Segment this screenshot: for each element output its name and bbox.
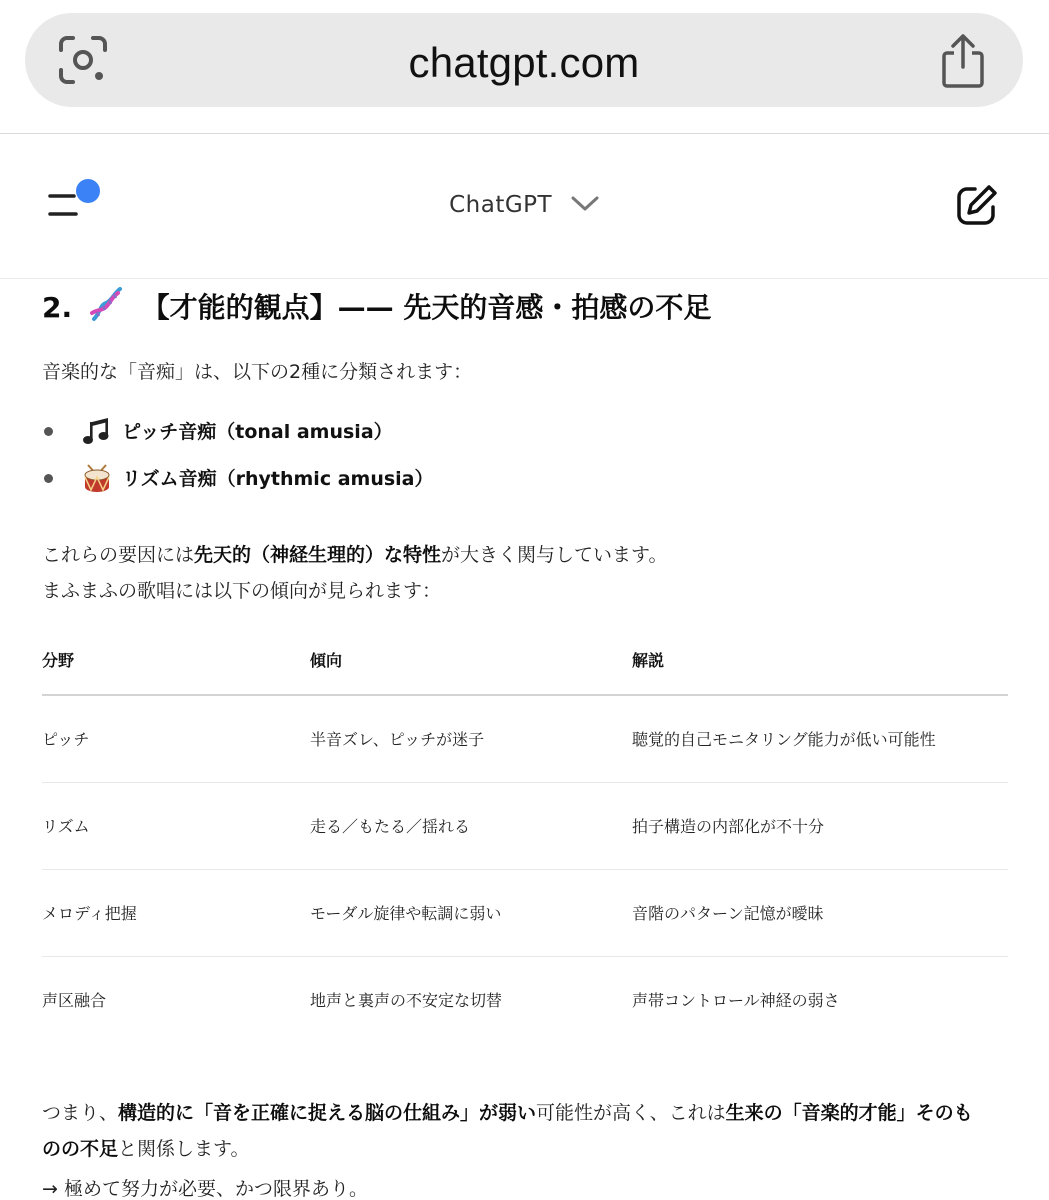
new-chat-icon[interactable] — [955, 183, 999, 227]
table-row — [42, 956, 1008, 1043]
heading-number: 2. — [42, 291, 73, 324]
bold-text: 先天的（神経生理的）な特性 — [194, 544, 442, 566]
bullet-text: ピッチ音痴（tonal amusia） — [122, 421, 393, 443]
table-cell: 声区融合 — [42, 991, 107, 1011]
share-icon[interactable] — [939, 33, 987, 89]
table-cell: リズム — [42, 782, 310, 869]
app-title: ChatGPT — [449, 192, 553, 218]
bold-text: 生来の「音楽的才能」そのも — [725, 1102, 973, 1124]
table-cell: 拍子構造の内部化が不十分 — [632, 782, 1008, 869]
table-header: 分野 — [42, 625, 310, 695]
table-row — [42, 869, 1008, 956]
drum-icon — [82, 463, 112, 493]
table-cell: メロディ把握 — [42, 869, 310, 956]
table-cell: 聴覚的自己モニタリング能力が低い可能性 — [632, 695, 1008, 782]
table-cell: 半音ズレ、ピッチが迷子 — [310, 695, 632, 782]
address-bar[interactable] — [25, 13, 1023, 107]
browser-toolbar — [0, 0, 1049, 134]
text-span: が大きく関与しています。 — [441, 544, 668, 566]
paragraph-line — [42, 537, 668, 573]
text-span: と関係します。 — [118, 1138, 250, 1160]
text-span: つまり、 — [42, 1102, 119, 1124]
section-heading — [42, 285, 711, 326]
bullet-dot — [44, 474, 53, 483]
text-span: これらの要因には — [42, 544, 195, 566]
table-header: 傾向 — [310, 625, 632, 695]
table-cell: ピッチ — [42, 695, 310, 782]
bullet-dot — [44, 427, 53, 436]
conclusion-line — [42, 1131, 250, 1167]
chevron-down-icon — [570, 195, 600, 213]
intro-paragraph: 音楽的な「音痴」は、以下の2種に分類されます： — [42, 361, 473, 383]
bullet-text: リズム音痴（rhythmic amusia） — [122, 468, 434, 490]
bold-text: 構造的に「音を正確に捉える脳の仕組み」が弱い — [118, 1102, 537, 1124]
heading-text: 【才能的観点】—— 先天的音感・拍感の不足 — [141, 291, 712, 324]
table-row — [42, 695, 1008, 782]
paragraph-line: まふまふの歌唱には以下の傾向が見られます： — [42, 580, 442, 602]
table-cell: 地声と裏声の不安定な切替 — [310, 991, 503, 1011]
table-header: 解説 — [632, 625, 1008, 695]
bold-text: のの不足 — [42, 1138, 119, 1160]
table-cell: 音階のパターン記憶が曖昧 — [632, 869, 1008, 956]
table-cell: 走る／もたる／揺れる — [310, 782, 632, 869]
table-cell: 声帯コントロール神経の弱さ — [632, 991, 840, 1011]
comparison-table — [42, 625, 1008, 1043]
musical-notes-icon — [82, 416, 112, 446]
model-selector[interactable] — [0, 192, 1049, 218]
table-cell: モーダル旋律や転調に弱い — [310, 869, 632, 956]
text-span: 可能性が高く、これは — [536, 1102, 726, 1124]
table-header-row — [42, 625, 1008, 695]
app-header — [0, 135, 1049, 279]
conclusion-line: → 極めて努力が必要、かつ限界あり。 — [42, 1178, 368, 1200]
conclusion-line — [42, 1095, 973, 1131]
table-row — [42, 782, 1008, 869]
dna-icon — [86, 285, 126, 325]
url-text[interactable]: chatgpt.com — [408, 39, 640, 86]
